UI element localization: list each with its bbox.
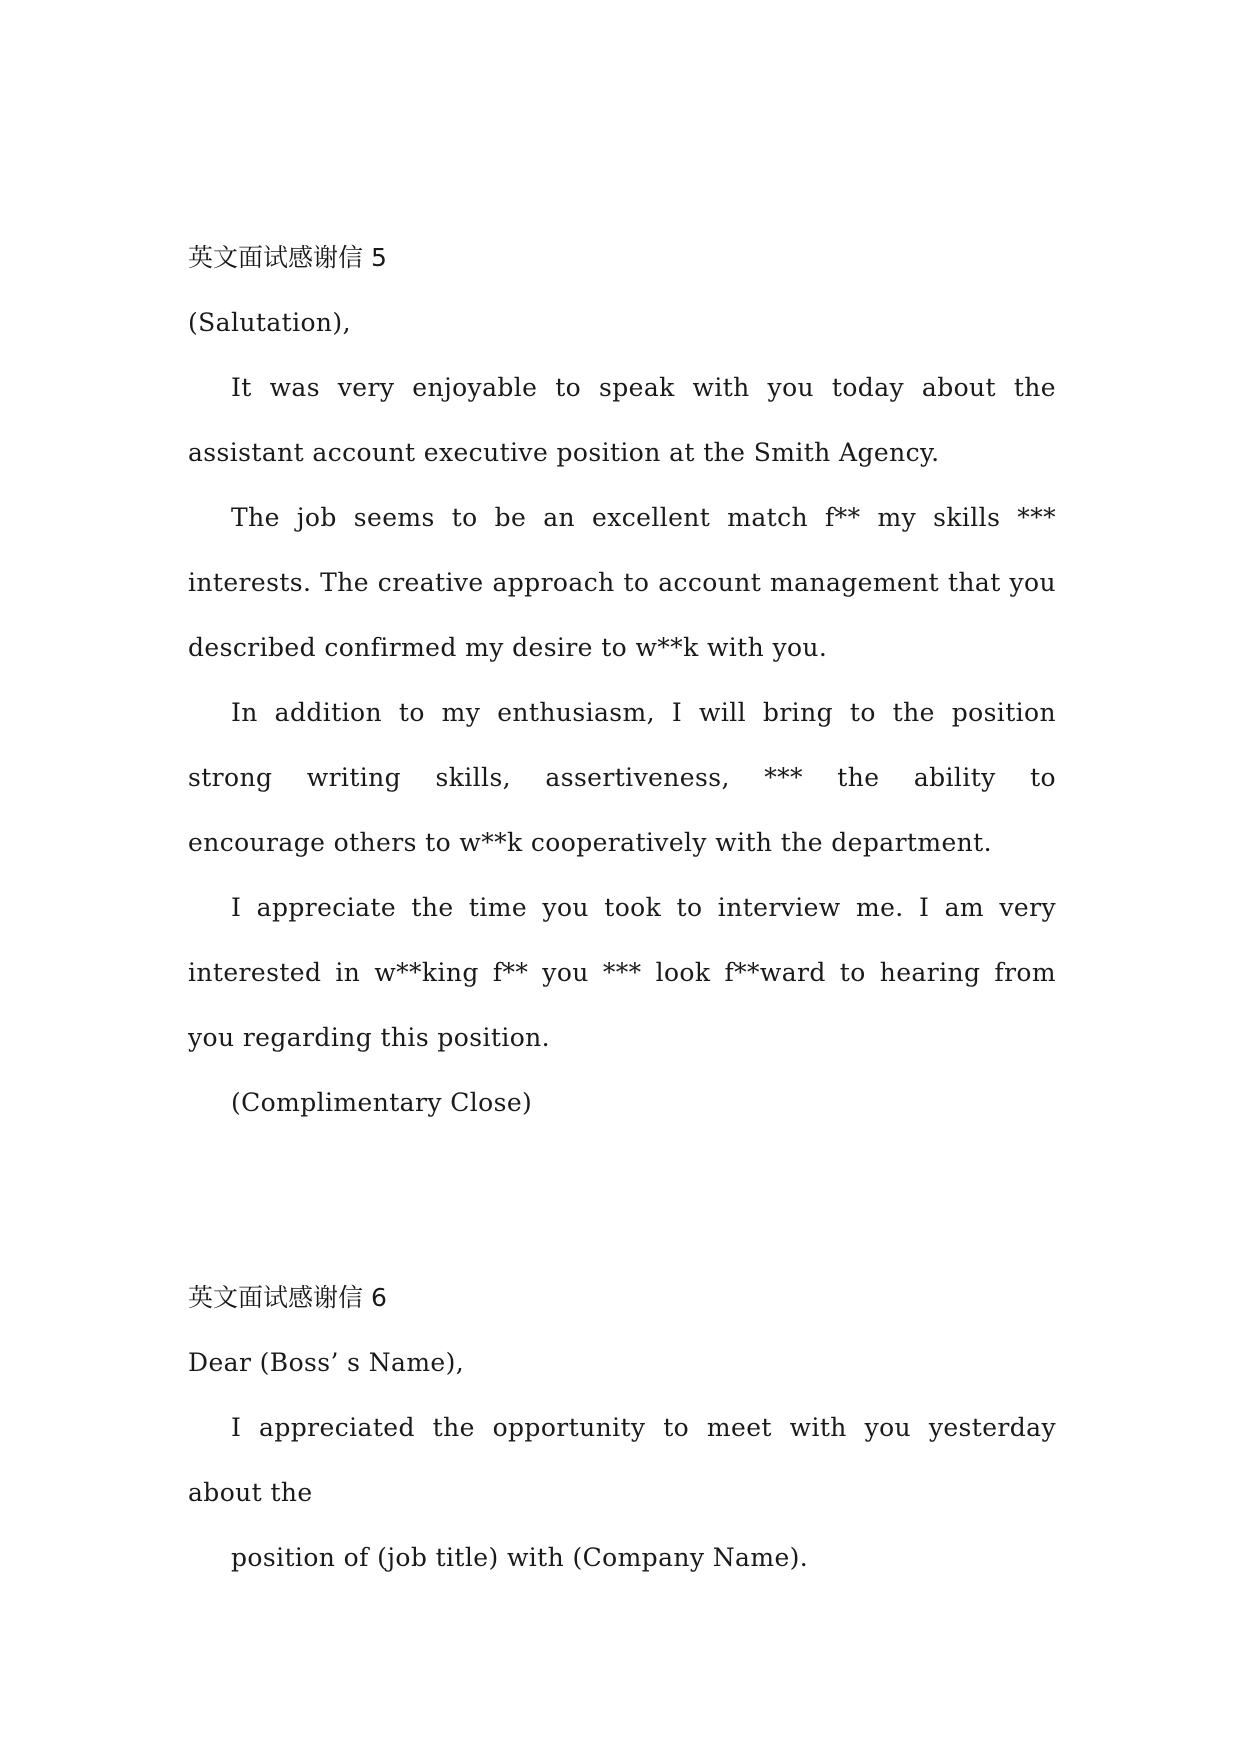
- letter6-line: position of (job title) with (Company Name).: [231, 1543, 809, 1572]
- letter5-line: The job seems to be an excellent match f** my skills ***: [231, 503, 1056, 532]
- letter5-close: (Complimentary Close): [231, 1088, 533, 1117]
- letter6-salutation: Dear (Boss’ s Name),: [188, 1348, 465, 1377]
- letter5-line: encourage others to w**k cooperatively with the department.: [188, 828, 992, 857]
- letter5-line: strong writing skills, assertiveness, *** the ability to: [188, 763, 1056, 792]
- document-body: [188, 225, 1056, 1590]
- letter5-line: In addition to my enthusiasm, I will bring to the position: [231, 698, 1056, 727]
- letter5-line: you regarding this position.: [188, 1023, 551, 1052]
- letter5-line: assistant account executive position at the Smith Agency.: [188, 438, 940, 467]
- letter6-heading: 英文面试感谢信 6: [188, 1283, 387, 1312]
- letter5-line: described confirmed my desire to w**k with you.: [188, 633, 828, 662]
- letter5-heading: 英文面试感谢信 5: [188, 243, 387, 272]
- letter6-line: I appreciated the opportunity to meet with you yesterday: [231, 1413, 1056, 1442]
- letter5-line: It was very enjoyable to speak with you today about the: [231, 373, 1056, 402]
- letter5-line: I appreciate the time you took to interview me. I am very: [231, 893, 1056, 922]
- letter5-line: interested in w**king f** you *** look f**ward to hearing from: [188, 958, 1056, 987]
- letter5-line: interests. The creative approach to account management that you: [188, 568, 1056, 597]
- letter6-line: about the: [188, 1478, 313, 1507]
- section-gap: [188, 1135, 1056, 1265]
- letter5-salutation: (Salutation),: [188, 308, 351, 337]
